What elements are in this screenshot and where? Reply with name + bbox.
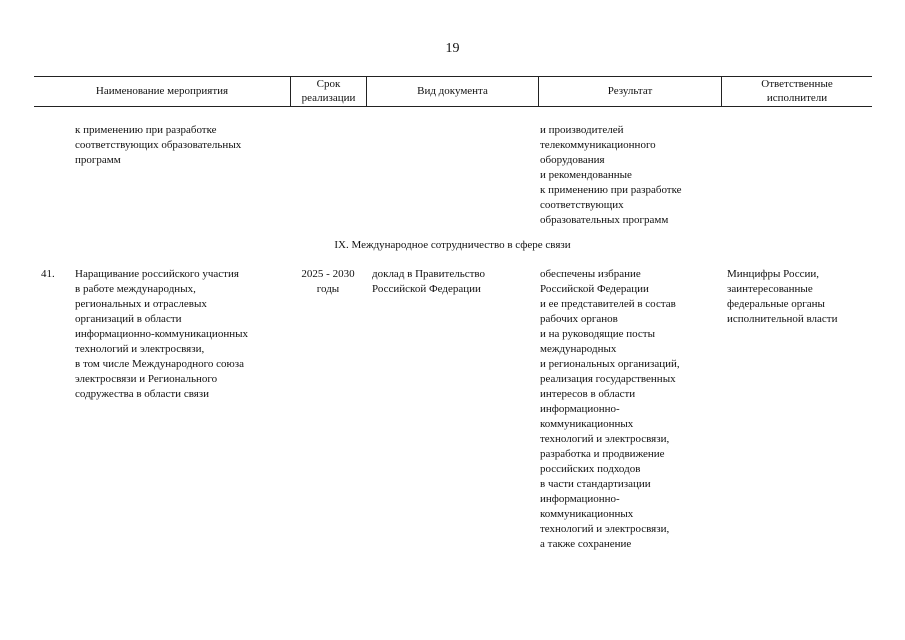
row-result: обеспечены избрание Российской Федерации и ее представителей в состав рабочих органов и на руководящие посты международных и региональных организаций, реализация государственных интересов в области информационно- коммуникационных технологий и электросвязи, разработка и продвижение российских подходов в части стандартизации информационно- коммуникационных технологий и электросвязи, а также сохранение xyxy=(540,268,680,550)
header-cell-responsible xyxy=(721,76,872,106)
row-number: 41. xyxy=(41,268,55,280)
header-doc-type-label: Вид документа xyxy=(417,84,488,97)
continued-event-name: к применению при разработке соответствующих образовательных программ xyxy=(75,124,242,166)
header-cell-name xyxy=(34,76,290,106)
table-header-bottom-rule xyxy=(34,106,872,107)
page-number: 19 xyxy=(445,41,460,56)
row-doc-type: доклад в Правительство Российской Федерации xyxy=(372,268,486,295)
header-cell-doc-type xyxy=(366,76,538,106)
header-cell-result xyxy=(538,76,721,106)
row-responsible: Минцифры России, заинтересованные федеральные органы исполнительной власти xyxy=(727,268,838,325)
header-result-label: Результат xyxy=(607,84,653,97)
continued-result: и производителей телекоммуникационного оборудования и рекомендованные к применению при разработке соответствующих образовательных программ xyxy=(540,124,682,226)
row-event-name: Наращивание российского участия в работе международных, региональных и отраслевых организаций в области информационно-коммуникационных технологий и электросвязи, в том числе Международного союза электросвязи и Регионального содружества в области связи xyxy=(75,268,248,400)
header-cell-term xyxy=(290,76,366,106)
row-term: 2025 - 2030 годы xyxy=(301,268,355,295)
section-title: IX. Международное сотрудничество в сфере связи xyxy=(334,239,571,251)
header-name-label: Наименование мероприятия xyxy=(95,84,229,97)
header-term-label: Срок реализации xyxy=(301,78,356,104)
header-responsible-label: Ответственные исполнители xyxy=(761,78,833,104)
